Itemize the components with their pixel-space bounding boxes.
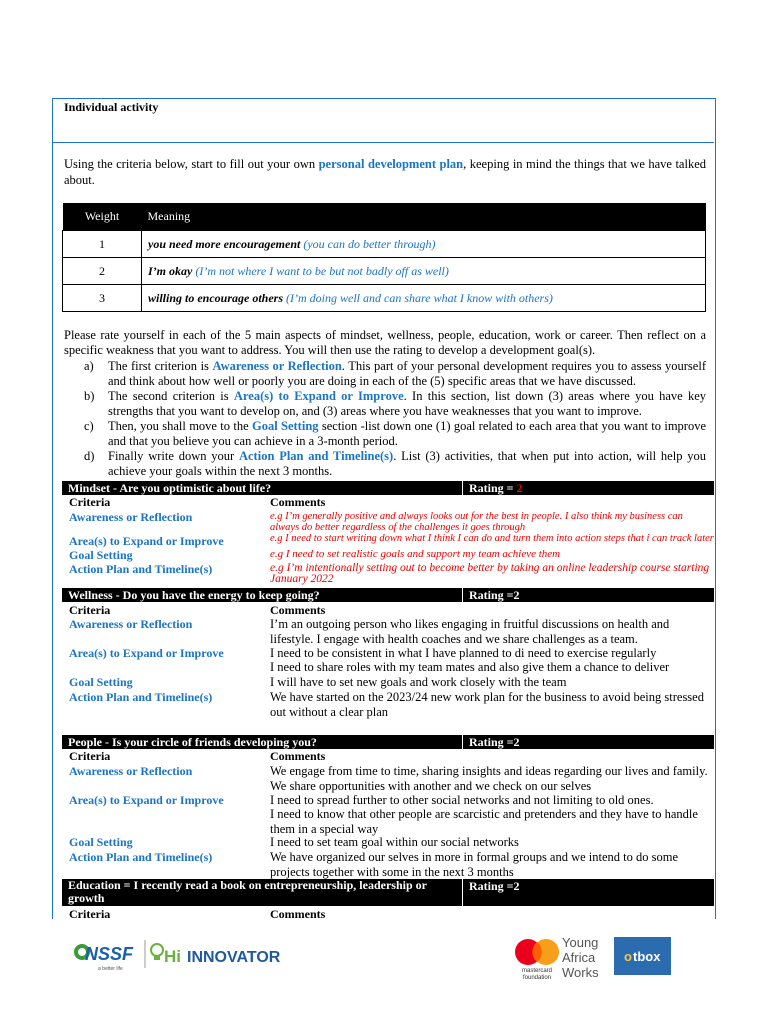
weight-meaning: willing to encourage others (I’m doing well and can share what I know with others) <box>142 285 706 312</box>
section-question: Wellness - Do you have the energy to keep going? <box>68 588 320 602</box>
hi-innovator-logo <box>151 944 281 966</box>
criterion-label: Goal Setting <box>69 835 133 849</box>
comment-text: I need to know that other people are scarcistic and pretenders and they have to handle them in a special way <box>270 807 698 836</box>
step-item: d) Finally write down your Action Plan and Timeline(s). List (3) activities, that when put into action, will help you achieve your goals within the next 3 months. <box>84 449 706 478</box>
instructions-paragraph: Please rate yourself in each of the 5 main aspects of mindset, wellness, people, education, work or career. Then reflect on a specific weakness that you want to address. You will then use the rating to develop a development goal(s). <box>64 328 706 357</box>
section-question: Education = I recently read a book on entrepreneurship, leadership or growth <box>68 878 427 905</box>
criteria-header: Criteria <box>69 749 111 763</box>
criterion-label: Goal Setting <box>69 548 133 562</box>
yaw-line1: Young <box>562 935 599 950</box>
intro-paragraph: Using the criteria below, start to fill out your own personal development plan, keeping in mind the things that we have talked about. <box>64 157 707 187</box>
outbox-text: tbox <box>633 949 661 964</box>
nssf-text: NSSF <box>85 944 134 964</box>
mastercard-line2: foundation <box>522 975 552 981</box>
weight-meaning: I’m okay (I’m not where I want to be but not badly off as well) <box>142 258 706 285</box>
section-question: Mindset - Are you optimistic about life? <box>68 481 272 495</box>
comment-text: We have started on the 2023/24 new work plan for the business to avoid being stressed out without a clear plan <box>270 690 704 719</box>
mindset-header-bar <box>62 481 714 495</box>
criteria-header: Criteria <box>69 495 111 509</box>
hi-text: Hi <box>164 947 181 966</box>
footer-logos <box>0 930 768 990</box>
logo-strip <box>0 930 768 990</box>
weights-row <box>63 285 706 312</box>
intro-highlight: personal development plan <box>318 157 464 171</box>
comment-text: e.g I need to start writing down what I think I can do and turn them into action steps that i can track later <box>270 533 714 544</box>
steps-list <box>64 359 706 479</box>
outbox-o: o <box>624 949 632 964</box>
criterion-label: Awareness or Reflection <box>69 510 193 524</box>
yaw-line3: Works <box>562 965 599 980</box>
mastercard-foundation-logo <box>515 939 559 981</box>
comments-header: Comments <box>270 907 326 921</box>
comment-text: I need to share roles with my team mates and also give them a chance to deliver <box>270 660 670 674</box>
criterion-label: Action Plan and Timeline(s) <box>69 690 213 704</box>
weights-header-row <box>63 203 706 231</box>
weight-value: 3 <box>63 285 142 312</box>
weight-value: 2 <box>63 258 142 285</box>
criterion-label: Goal Setting <box>69 675 133 689</box>
weights-table <box>62 203 706 312</box>
mastercard-line1: mastercard <box>521 968 553 974</box>
yaw-line2: Africa <box>562 950 596 965</box>
rating: Rating =2 <box>462 879 520 906</box>
criterion-label: Awareness or Reflection <box>69 764 193 778</box>
weight-meaning: you need more encouragement (you can do better through) <box>142 231 706 258</box>
title-divider <box>52 142 714 143</box>
people-header-bar <box>62 735 714 749</box>
criteria-header: Criteria <box>69 603 111 617</box>
step-item: c) Then, you shall move to the Goal Setting section -list down one (1) goal related to each area that you want to improve and that you believe you can achieve in a 3-month period. <box>84 419 707 448</box>
comment-text: We engage from time to time, sharing insights and ideas regarding our lives and family. We share opportunities with another and we check on our selves <box>270 764 708 793</box>
criterion-label: Area(s) to Expand or Improve <box>69 534 224 548</box>
comment-text: I need to set team goal within our social networks <box>270 835 519 849</box>
young-africa-works-logo <box>562 935 599 980</box>
wellness-header-bar <box>62 588 714 602</box>
criterion-label: Area(s) to Expand or Improve <box>69 793 224 807</box>
criterion-label: Awareness or Reflection <box>69 617 193 631</box>
nssf-logo <box>74 944 134 972</box>
comment-text: I’m an outgoing person who likes engaging in fruitful discussions on health and lifestyle. I engage with health coaches and we share challenges as a team. <box>270 617 670 646</box>
weights-row <box>63 231 706 258</box>
innovator-text: INNOVATOR <box>187 949 281 966</box>
weight-header: Weight <box>63 203 142 231</box>
comment-text: I need to spread further to other social networks and not limiting to old ones. <box>270 793 654 807</box>
education-header-bar <box>62 879 714 906</box>
criterion-label: Action Plan and Timeline(s) <box>69 562 213 576</box>
criteria-header: Criteria <box>69 907 111 921</box>
comments-header: Comments <box>270 603 326 617</box>
step-item: b) The second criterion is Area(s) to Expand or Improve. In this section, list down (3) areas where you have key strengths that you want to develop on, and (3) areas where you have weaknesses that you want to improve. <box>84 389 707 418</box>
rating: Rating = 2 <box>462 481 523 495</box>
outbox-logo <box>614 937 671 975</box>
weight-value: 1 <box>63 231 142 258</box>
criterion-label: Area(s) to Expand or Improve <box>69 646 224 660</box>
comment-text: e.g I’m generally positive and always looks out for the best in people. I also think my business can always do better regardless of the challenges it goes through <box>270 511 683 533</box>
comment-text: e.g I’m intentionally setting out to become better by taking an online leadership course starting January 2022 <box>270 562 710 585</box>
criterion-label: Action Plan and Timeline(s) <box>69 850 213 864</box>
comment-text: We have organized our selves in more in formal groups and we intend to do some projects together with some in the next 3 months <box>270 850 679 879</box>
section-question: People - Is your circle of friends developing you? <box>68 735 317 749</box>
weights-row <box>63 258 706 285</box>
rating: Rating =2 <box>462 735 520 749</box>
comment-text: I need to be consistent in what I have planned to di need to exercise regularly <box>270 646 657 660</box>
step-item: a) The first criterion is Awareness or Reflection. This part of your personal development requires you to assess yourself and think about how well or poorly you are doing in each of the (5) specific areas that we have discussed. <box>84 359 706 388</box>
comments-header: Comments <box>270 495 326 509</box>
comments-header: Comments <box>270 749 326 763</box>
activity-title: Individual activity <box>64 100 159 114</box>
lightbulb-icon <box>151 944 163 956</box>
comment-text: I will have to set new goals and work closely with the team <box>270 675 567 689</box>
nssf-tagline: a better life <box>98 966 123 972</box>
rating: Rating =2 <box>462 588 520 602</box>
comment-text: e.g I need to set realistic goals and support my team achieve them <box>270 548 561 560</box>
meaning-header: Meaning <box>142 203 706 231</box>
